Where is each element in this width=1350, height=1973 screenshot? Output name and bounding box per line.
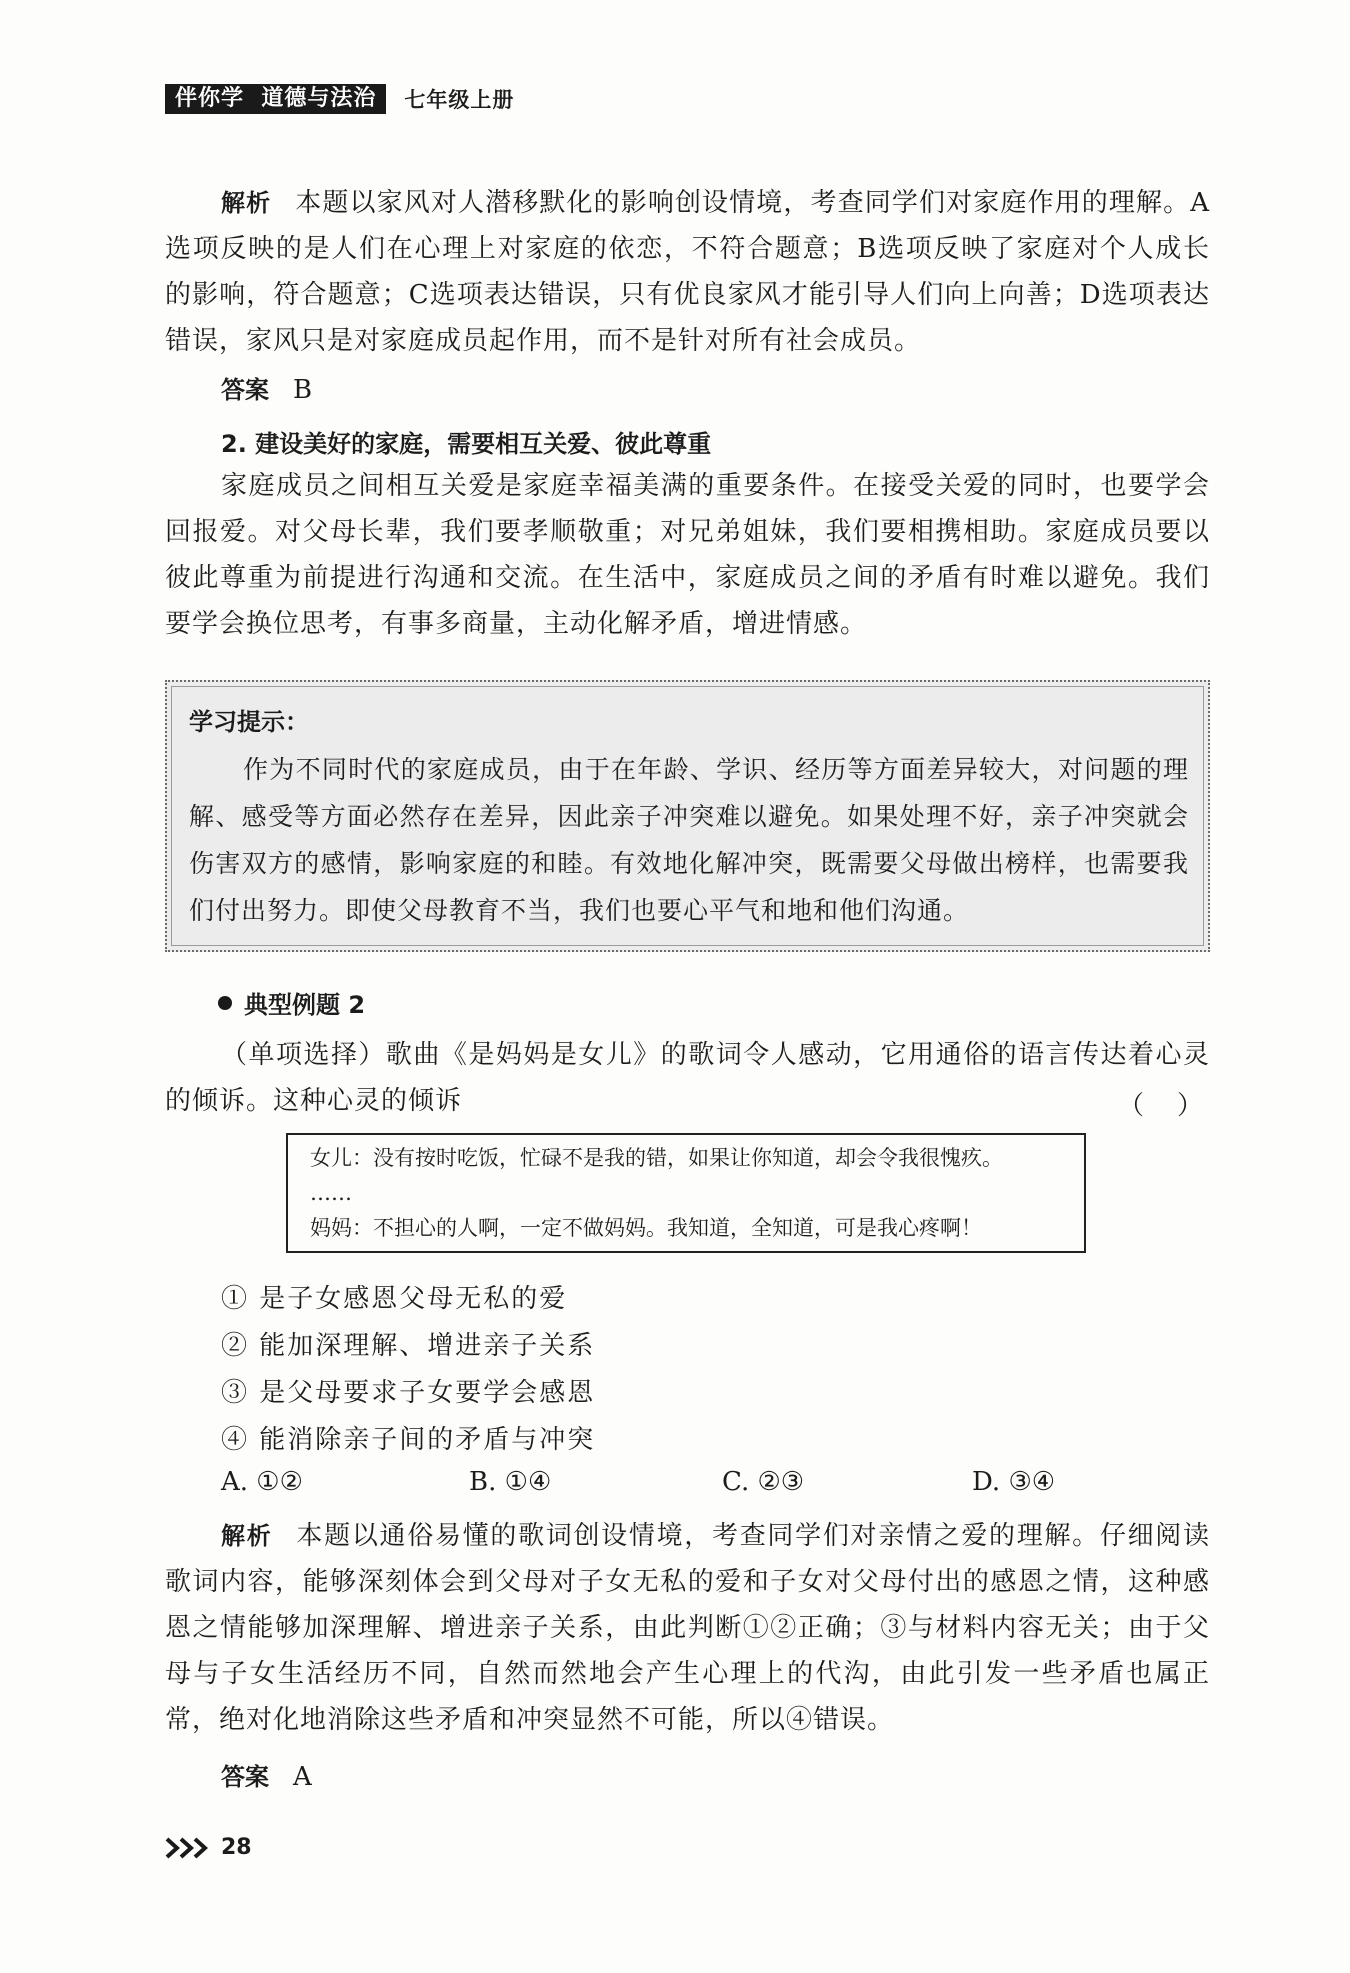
option-1: ① 是子女感恩父母无私的爱 [221,1284,568,1314]
choice-c: C. ②③ [722,1467,805,1497]
lyrics-quote-box [286,1133,1086,1253]
answer-value: B [293,375,313,405]
answer-label: 答案 [221,1763,269,1791]
analysis-text: 本题以家风对人潜移默化的影响创设情境，考查同学们对家庭作用的理解。A选项反映的是人们在心理上对家庭的依恋，不符合题意；B选项反映了家庭对个人成长的影响，符合题意；C选项表达错误，只有优良家风才能引导人们向上向善；D选项表达错误，家风只是对家庭成员起作用，而不是针对所有社会成员。 [165,188,1211,356]
answer-2 [221,1757,312,1792]
analysis-text: 本题以通俗易懂的歌词创设情境，考查同学们对亲情之爱的理解。仔细阅读歌词内容，能够深刻体会到父母对子女无私的爱和子女对父母付出的感恩之情，这种感恩之情能够加深理解、增进亲子关系，由此判断①②正确；③与材料内容无关；由于父母与子女生活经历不同，自然而然地会产生心理上的代沟，由此引发一些矛盾也属正常，绝对化地消除这些矛盾和冲突显然不可能，所以④错误。 [165,1521,1210,1735]
analysis-paragraph-1 [165,180,1210,364]
analysis-label: 解析 [221,1522,273,1550]
study-tip-title: 学习提示： [189,708,309,736]
analysis-label: 解析 [221,189,272,217]
book-series-tag: 伴你学 道德与法治 [165,84,386,114]
choice-d: D. ③④ [972,1467,1056,1497]
choice-b: B. ①④ [469,1467,552,1497]
example-heading [218,985,365,1020]
section-heading: 2. 建设美好的家庭，需要相互关爱、彼此尊重 [221,430,712,458]
lyrics-ellipsis: …… [310,1181,352,1205]
study-tip-text: 作为不同时代的家庭成员，由于在年龄、学识、经历等方面差异较大，对问题的理解、感受等方面必然存在差异，因此亲子冲突难以避免。如果处理不好，亲子冲突就会伤害双方的感情，影响家庭的和睦。有效地化解冲突，既需要父母做出榜样，也需要我们付出努力。即使父母教育不当，我们也要心平气和地和他们沟通。 [189,755,1189,925]
answer-1 [221,370,312,405]
answer-value: A [293,1762,312,1792]
page-number: 28 [221,1835,252,1860]
option-3: ③ 是父母要求子女要学会感恩 [221,1378,596,1408]
example-title: 典型例题 2 [244,991,366,1019]
chevrons-right-icon [165,1836,215,1860]
choice-a: A. ①② [221,1467,303,1497]
lyrics-line: 女儿：没有按时吃饭，忙碌不是我的错，如果让你知道，却会令我很愧疚。 [310,1146,1003,1170]
analysis-paragraph-2 [165,1513,1210,1743]
study-tip-box [165,680,1210,952]
option-2: ② 能加深理解、增进亲子关系 [221,1331,596,1361]
answer-label: 答案 [221,376,269,404]
option-4: ④ 能消除亲子间的矛盾与冲突 [221,1425,596,1455]
grade-label: 七年级上册 [404,87,515,112]
example-question: （单项选择）歌曲《是妈妈是女儿》的歌词令人感动，它用通俗的语言传达着心灵的倾诉。这种心灵的倾诉 [165,1040,1210,1116]
answer-bracket: （ ） [1118,1091,1204,1121]
page-header [165,84,514,114]
section-body: 家庭成员之间相互关爱是家庭幸福美满的重要条件。在接受关爱的同时，也要学会回报爱。对父母长辈，我们要孝顺敬重；对兄弟姐妹，我们要相携相助。家庭成员要以彼此尊重为前提进行沟通和交流。在生活中，家庭成员之间的矛盾有时难以避免。我们要学会换位思考，有事多商量，主动化解矛盾，增进情感。 [165,471,1210,639]
page-footer [165,1835,252,1860]
lyrics-line: 妈妈：不担心的人啊，一定不做妈妈。我知道，全知道，可是我心疼啊！ [310,1216,982,1240]
bullet-icon [218,996,232,1010]
